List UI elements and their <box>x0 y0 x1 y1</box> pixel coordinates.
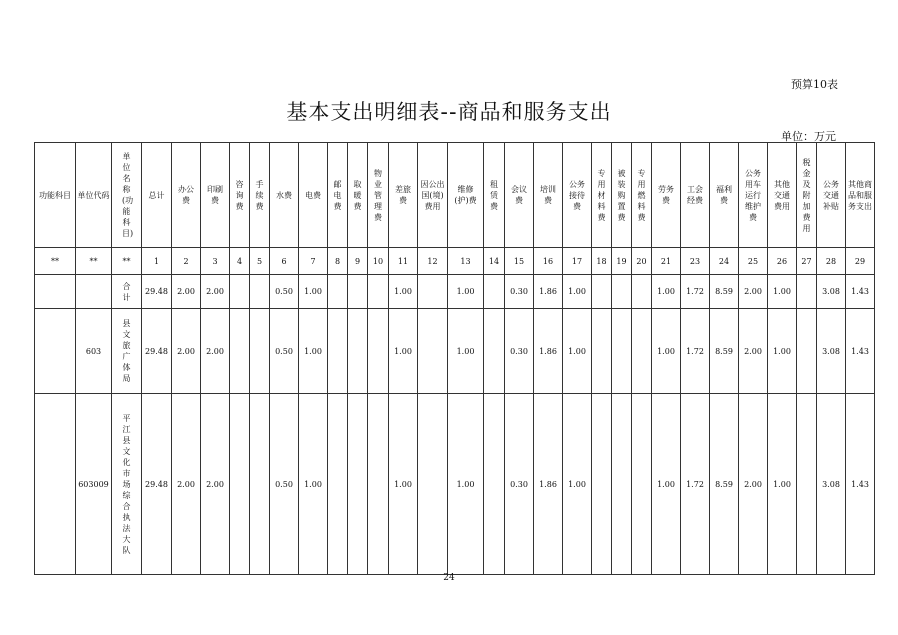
data-row-cell <box>328 275 348 309</box>
data-row-cell-text: 1.00 <box>657 346 675 356</box>
data-row-cell <box>172 275 201 309</box>
header-row-cell <box>418 143 448 248</box>
data-row-cell-text: 2.00 <box>206 479 224 489</box>
data-row-cell <box>76 394 112 575</box>
index-row-cell <box>846 248 875 275</box>
header-row-cell <box>846 143 875 248</box>
data-row-cell <box>797 309 817 394</box>
data-row-cell <box>418 394 448 575</box>
index-row-cell <box>76 248 112 275</box>
data-row-cell <box>389 309 418 394</box>
header-row-cell-text: 公务用车运行维护费 <box>745 168 761 222</box>
header-row-cell-text: 差旅费 <box>395 185 411 205</box>
data-row-cell <box>270 275 299 309</box>
data-row-cell-text: 8.59 <box>715 346 733 356</box>
data-row-cell <box>739 309 768 394</box>
data-row-cell <box>250 275 270 309</box>
data-row-cell-text: 0.50 <box>275 479 293 489</box>
index-row-cell <box>612 248 632 275</box>
index-row-cell-text: 20 <box>636 256 647 266</box>
header-row <box>35 143 875 248</box>
data-row-cell <box>348 394 368 575</box>
index-row-cell <box>632 248 652 275</box>
data-row-cell <box>230 275 250 309</box>
header-row-cell <box>534 143 563 248</box>
index-row-cell <box>817 248 846 275</box>
data-row-cell-text: 0.30 <box>510 287 528 296</box>
index-row-cell-text: 15 <box>513 256 525 266</box>
data-row-cell-text: 2.00 <box>177 346 195 356</box>
data-row-cell <box>739 275 768 309</box>
data-row-cell <box>484 275 505 309</box>
data-row-cell-text: 3.08 <box>822 287 840 296</box>
data-row-cell <box>710 275 739 309</box>
data-row-cell-text: 3.08 <box>822 346 840 356</box>
data-row-cell <box>201 394 230 575</box>
index-row-cell-text: 26 <box>776 256 788 266</box>
header-row-cell-text: 租赁费 <box>490 179 498 211</box>
index-row-cell <box>592 248 612 275</box>
data-row-cell <box>534 394 563 575</box>
header-row-cell <box>448 143 484 248</box>
index-row-cell-text: 29 <box>854 256 866 266</box>
data-row-cell <box>652 394 681 575</box>
header-row-cell <box>112 143 142 248</box>
data-row-cell-text: 29.48 <box>145 479 168 489</box>
index-row-cell <box>768 248 797 275</box>
data-row-cell-text: 1.86 <box>539 346 557 356</box>
document-label: 预算10表 <box>791 78 838 91</box>
header-row-cell <box>389 143 418 248</box>
page-number: 24 <box>443 573 455 583</box>
index-row-cell <box>505 248 534 275</box>
data-row-cell-text: 平江县文化市场综合执法大队 <box>122 413 131 555</box>
index-row-cell-text: ** <box>89 256 98 266</box>
index-row-cell-text: 16 <box>542 256 554 266</box>
data-row-cell-text: 2.00 <box>744 479 762 489</box>
header-row-cell <box>681 143 710 248</box>
header-row-cell-text: 培训费 <box>540 185 556 205</box>
header-row-cell-text: 取暖费 <box>353 179 362 211</box>
data-row-cell <box>846 275 875 309</box>
data-row-cell-text: 8.59 <box>715 287 733 296</box>
data-row-cell-text: 0.30 <box>510 346 528 356</box>
data-row-cell-text: 1.00 <box>568 479 586 489</box>
header-row-cell <box>142 143 172 248</box>
data-row-cell-text: 1.00 <box>657 479 675 489</box>
data-row-cell <box>35 394 76 575</box>
data-row-cell <box>35 275 76 309</box>
index-row-cell-text: 19 <box>616 256 627 266</box>
data-row-cell <box>299 309 328 394</box>
index-row-cell-text: ** <box>51 256 59 266</box>
header-row-cell <box>230 143 250 248</box>
data-row-cell <box>817 394 846 575</box>
data-row <box>35 275 875 309</box>
header-row-cell <box>739 143 768 248</box>
header-row-cell-text: 税金及附加费用 <box>802 157 811 233</box>
header-row-cell-text: 物业管理费 <box>374 168 382 222</box>
data-row-cell <box>710 309 739 394</box>
data-row-cell <box>681 309 710 394</box>
index-row-cell <box>534 248 563 275</box>
header-row-cell <box>652 143 681 248</box>
data-row-cell <box>201 309 230 394</box>
index-row-cell-text: 24 <box>718 256 730 266</box>
data-row-cell <box>348 275 368 309</box>
index-row-cell <box>652 248 681 275</box>
header-row-cell <box>632 143 652 248</box>
header-row-cell-text: 劳务费 <box>658 185 674 205</box>
data-row-cell <box>652 275 681 309</box>
data-row-cell <box>797 394 817 575</box>
header-row-cell <box>201 143 230 248</box>
index-row-cell-text: 1 <box>153 256 160 266</box>
data-row-cell <box>681 394 710 575</box>
header-row-cell <box>368 143 389 248</box>
data-row-cell-text: 1.00 <box>568 346 586 356</box>
header-row-cell-text: 维修(护)费 <box>454 185 477 205</box>
data-row-cell-text: 1.72 <box>686 346 704 356</box>
header-row-cell <box>250 143 270 248</box>
data-row-cell-text: 1.00 <box>304 287 322 296</box>
data-row-cell-text: 1.00 <box>568 287 586 296</box>
data-row-cell <box>448 309 484 394</box>
expense-table <box>34 142 875 575</box>
data-row-cell <box>112 275 142 309</box>
data-row-cell <box>201 275 230 309</box>
index-row-cell-text: 4 <box>236 256 243 266</box>
data-row-cell <box>35 309 76 394</box>
header-row-cell-text: 咨询费 <box>235 179 244 211</box>
index-row-cell-text: 6 <box>281 256 287 266</box>
header-row-cell <box>563 143 592 248</box>
data-row-cell-text: 1.00 <box>456 287 475 296</box>
index-row-cell <box>270 248 299 275</box>
data-row-cell <box>612 394 632 575</box>
index-row-cell <box>328 248 348 275</box>
data-row-cell-text: 3.08 <box>822 479 840 489</box>
header-row-cell-text: 手续费 <box>255 179 264 211</box>
index-row-cell-text: 17 <box>571 256 583 266</box>
data-row-cell-text: 2.00 <box>206 346 224 356</box>
data-row-cell-text: 1.00 <box>773 346 791 356</box>
data-row-cell <box>484 309 505 394</box>
data-row-cell <box>563 309 592 394</box>
data-row-cell <box>76 275 112 309</box>
data-row-cell <box>768 309 797 394</box>
index-row-cell-text: 3 <box>212 256 218 266</box>
header-row-cell <box>797 143 817 248</box>
data-row-cell <box>612 309 632 394</box>
header-row-cell-text: 总计 <box>148 190 165 200</box>
index-row-cell <box>142 248 172 275</box>
data-row-cell-text: 1.00 <box>657 287 675 296</box>
header-row-cell <box>484 143 505 248</box>
index-row-cell-text: 27 <box>801 256 812 266</box>
index-row-cell-text: 9 <box>354 256 361 266</box>
data-row-cell <box>563 275 592 309</box>
data-row-cell <box>484 394 505 575</box>
data-row-cell <box>448 275 484 309</box>
data-row-cell <box>299 275 328 309</box>
data-row-cell-text: 1.86 <box>539 479 557 489</box>
data-row-cell <box>112 309 142 394</box>
index-row-cell <box>348 248 368 275</box>
data-row-cell <box>299 394 328 575</box>
data-row-cell <box>448 394 484 575</box>
header-row-cell-text: 办公费 <box>178 185 194 205</box>
header-row-cell <box>768 143 797 248</box>
data-row-cell <box>846 394 875 575</box>
data-row-cell <box>681 275 710 309</box>
index-row-cell-text: 5 <box>256 256 263 266</box>
data-row-cell <box>270 394 299 575</box>
data-row-cell-text: 0.30 <box>510 479 528 489</box>
data-row-cell-text: 2.00 <box>744 346 762 356</box>
header-row-cell-text: 单位代码 <box>77 190 110 200</box>
data-row-cell <box>592 394 612 575</box>
data-row-cell-text: 1.00 <box>773 479 791 489</box>
index-row-cell-text: 10 <box>372 256 384 266</box>
data-row-cell-text: 0.50 <box>275 346 293 356</box>
header-row-cell <box>505 143 534 248</box>
index-row-cell <box>739 248 768 275</box>
data-row-cell <box>328 309 348 394</box>
data-row-cell <box>817 275 846 309</box>
data-row-cell-text: 1.00 <box>394 346 412 356</box>
index-row-cell <box>448 248 484 275</box>
data-row-cell-text: 8.59 <box>715 479 733 489</box>
data-row-cell <box>368 309 389 394</box>
data-row-cell-text: 1.43 <box>851 346 869 356</box>
data-row-cell-text: 1.00 <box>456 346 475 356</box>
header-row-cell-text: 单位名称(功能科目) <box>122 152 134 238</box>
index-row-cell <box>418 248 448 275</box>
index-row-cell <box>112 248 142 275</box>
data-row-cell <box>817 309 846 394</box>
index-row-cell <box>681 248 710 275</box>
index-row-cell <box>201 248 230 275</box>
index-row-cell-text: ** <box>122 256 131 266</box>
data-row-cell <box>389 394 418 575</box>
data-row-cell-text: 1.00 <box>394 479 412 489</box>
header-row-cell-text: 水费 <box>276 190 292 200</box>
index-row-cell-text: 28 <box>825 256 837 266</box>
header-row-cell <box>328 143 348 248</box>
header-row-cell-text: 印刷费 <box>207 185 223 205</box>
data-row-cell <box>230 394 250 575</box>
header-row-cell <box>710 143 739 248</box>
data-row-cell <box>142 309 172 394</box>
header-row-cell <box>612 143 632 248</box>
data-row-cell-text: 2.00 <box>177 287 195 296</box>
index-row-cell <box>797 248 817 275</box>
data-row-cell <box>250 394 270 575</box>
data-row-cell <box>846 309 875 394</box>
data-row-cell <box>270 309 299 394</box>
data-row-cell-text: 0.50 <box>275 287 293 296</box>
index-row-cell <box>299 248 328 275</box>
data-row-cell-text: 1.72 <box>686 287 704 296</box>
header-row-cell-text: 功能科目 <box>39 190 71 200</box>
data-row-cell-text: 29.48 <box>145 346 168 356</box>
data-row-cell <box>563 394 592 575</box>
data-row-cell <box>592 309 612 394</box>
data-row-cell <box>230 309 250 394</box>
data-row-cell <box>505 309 534 394</box>
header-row-cell-text: 公务交通补贴 <box>823 179 839 211</box>
data-row <box>35 394 875 575</box>
index-row-cell-text: 21 <box>660 256 672 266</box>
data-row-cell <box>250 309 270 394</box>
index-row-cell <box>710 248 739 275</box>
data-row-cell <box>348 309 368 394</box>
data-row-cell <box>389 275 418 309</box>
data-row-cell <box>328 394 348 575</box>
data-row-cell <box>418 275 448 309</box>
index-row-cell-text: 12 <box>427 256 438 266</box>
header-row-cell <box>817 143 846 248</box>
data-row-cell-text: 1.86 <box>539 287 557 296</box>
data-row-cell-text: 2.00 <box>206 287 224 296</box>
header-row-cell-text: 因公出国(境)费用 <box>420 179 445 211</box>
header-row-cell <box>35 143 76 248</box>
data-row-cell <box>797 275 817 309</box>
index-row-cell <box>563 248 592 275</box>
data-row-cell-text: 603009 <box>78 479 109 489</box>
header-row-cell-text: 专用燃料费 <box>637 168 646 222</box>
index-row-cell-text: 13 <box>460 256 471 266</box>
data-row-cell-text: 1.72 <box>686 479 704 489</box>
data-row-cell <box>612 275 632 309</box>
data-row-cell-text: 1.00 <box>456 479 475 489</box>
data-row-cell <box>505 275 534 309</box>
header-row-cell-text: 公务接待费 <box>569 179 585 211</box>
header-row-cell-text: 福利费 <box>716 185 732 205</box>
index-row-cell-text: 18 <box>596 256 607 266</box>
header-row-cell <box>348 143 368 248</box>
data-row-cell <box>112 394 142 575</box>
header-row-cell-text: 专用材料费 <box>597 168 606 222</box>
data-row-cell <box>172 309 201 394</box>
index-row-cell <box>250 248 270 275</box>
data-row-cell <box>632 275 652 309</box>
header-row-cell-text: 电费 <box>305 190 321 200</box>
index-row-cell <box>35 248 76 275</box>
index-row-cell <box>368 248 389 275</box>
data-row-cell <box>76 309 112 394</box>
data-row-cell <box>368 275 389 309</box>
header-row-cell-text: 其他交通费用 <box>774 179 790 211</box>
header-row-cell <box>299 143 328 248</box>
data-row-cell-text: 1.00 <box>394 287 412 296</box>
data-row-cell-text: 2.00 <box>177 479 195 489</box>
header-row-cell-text: 被装购置费 <box>617 168 626 222</box>
index-row <box>35 248 875 275</box>
index-row-cell <box>389 248 418 275</box>
data-row-cell-text: 1.00 <box>304 346 322 356</box>
data-row-cell <box>739 394 768 575</box>
index-row-cell-text: 23 <box>689 256 701 266</box>
index-row-cell-text: 11 <box>397 256 409 266</box>
data-row-cell <box>505 394 534 575</box>
index-row-cell <box>484 248 505 275</box>
header-row-cell-text: 邮电费 <box>333 179 342 211</box>
unit-label: 单位：万元 <box>781 130 836 143</box>
data-row-cell <box>534 275 563 309</box>
data-row-cell-text: 1.00 <box>304 479 322 489</box>
header-row-cell <box>270 143 299 248</box>
header-row-cell-text: 其他商品和服务支出 <box>848 179 872 211</box>
data-row-cell-text: 29.48 <box>145 287 168 296</box>
index-row-cell <box>172 248 201 275</box>
index-row-cell-text: 2 <box>183 256 189 266</box>
data-row-cell <box>368 394 389 575</box>
data-row-cell <box>142 275 172 309</box>
data-row-cell <box>632 394 652 575</box>
data-row-cell <box>768 394 797 575</box>
header-row-cell <box>172 143 201 248</box>
index-row-cell-text: 7 <box>310 256 316 266</box>
header-row-cell <box>76 143 112 248</box>
index-row-cell-text: 8 <box>334 256 341 266</box>
data-row-cell-text: 2.00 <box>744 287 762 296</box>
index-row-cell <box>230 248 250 275</box>
data-row-cell <box>172 394 201 575</box>
data-row-cell-text: 603 <box>85 346 102 356</box>
data-row-cell-text: 合计 <box>122 281 131 302</box>
index-row-cell-text: 14 <box>488 256 500 266</box>
data-row-cell <box>418 309 448 394</box>
data-row-cell-text: 1.43 <box>851 479 869 489</box>
index-row-cell-text: 25 <box>747 256 759 266</box>
data-row-cell-text: 1.00 <box>773 287 791 296</box>
header-row-cell-text: 会议费 <box>511 185 527 205</box>
header-row-cell <box>592 143 612 248</box>
data-row-cell-text: 1.43 <box>851 287 869 296</box>
data-row-cell-text: 县文旅广体局 <box>122 319 131 383</box>
data-row-cell <box>632 309 652 394</box>
data-row-cell <box>652 309 681 394</box>
data-row-cell <box>768 275 797 309</box>
data-row-cell <box>592 275 612 309</box>
data-row-cell <box>710 394 739 575</box>
data-row <box>35 309 875 394</box>
page-title: 基本支出明细表--商品和服务支出 <box>286 100 612 124</box>
header-row-cell-text: 工会经费 <box>687 185 703 205</box>
data-row-cell <box>534 309 563 394</box>
data-row-cell <box>142 394 172 575</box>
